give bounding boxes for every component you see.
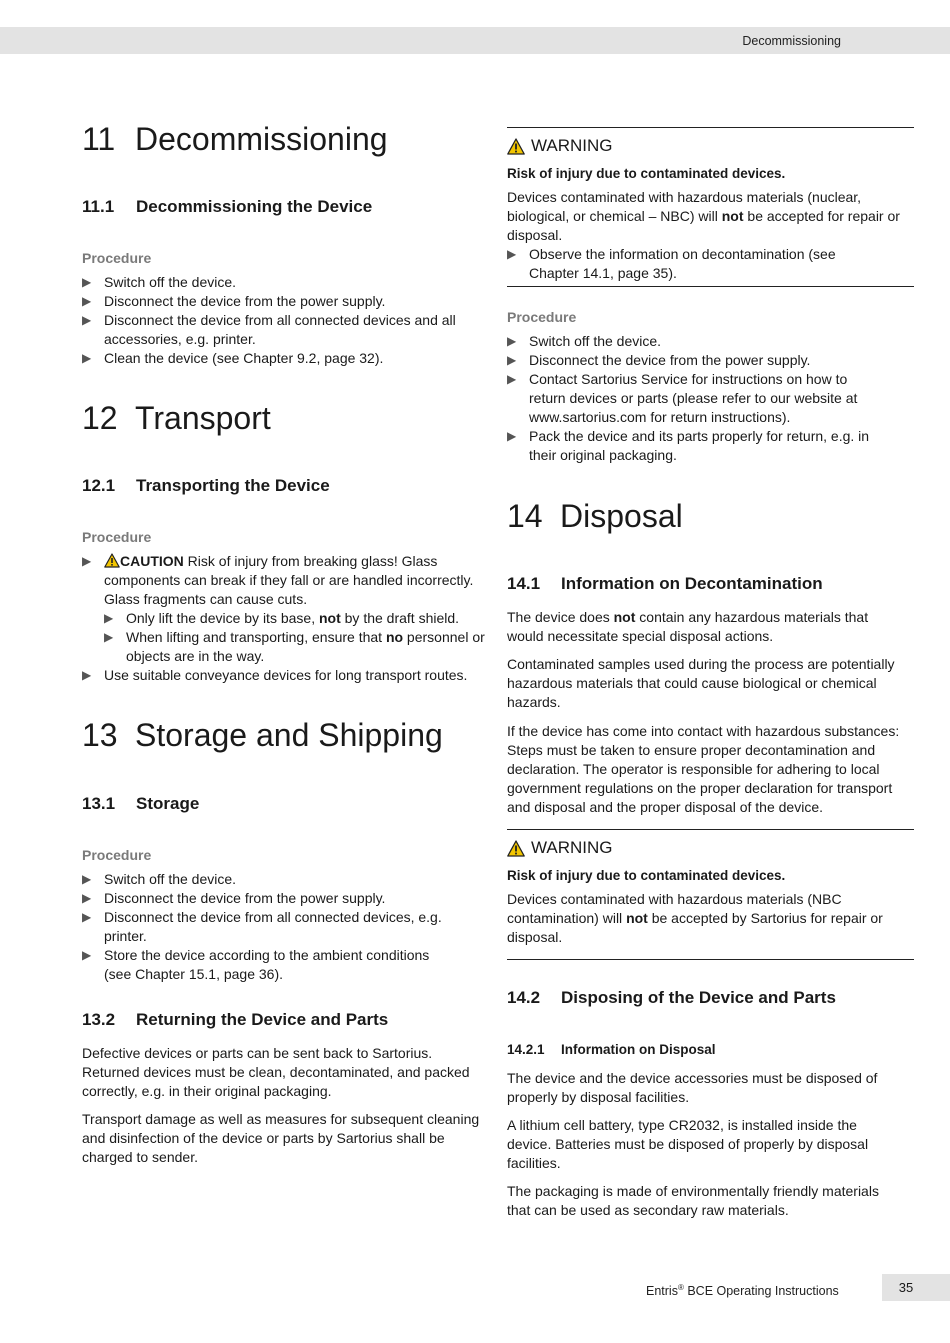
list-item: ▶ CAUTION Risk of injury from breaking glass! Glass components can break if they fall or are handled incorrectly. Glass fragments can cause cuts. ▶ Only lift the device by its base, not by the draft shield. ▶ When lifting and transporting, ensure that no personnel or objects are in the way. — [82, 552, 487, 666]
returning-paragraph-2: Transport damage as well as measures for subsequent cleaning and disinfection of the device or parts by Sartorius shall be charged to sender. — [82, 1111, 480, 1165]
warning-triangle-icon — [507, 138, 525, 155]
chapter-14-heading: 14 Disposal — [507, 498, 683, 534]
disposal-paragraph-2: A lithium cell battery, type CR2032, is installed inside the device. Batteries must be disposed of properly by disposal facilities. — [507, 1117, 869, 1171]
chapter-11-heading: 11 Decommissioning — [82, 121, 388, 157]
chapter-12-heading: 12 Transport — [82, 400, 271, 436]
warning-top-rule — [507, 127, 914, 128]
warning-bottom-rule — [507, 286, 914, 287]
return-steps — [507, 332, 887, 465]
list-item: ▶ When lifting and transporting, ensure that no personnel or objects are in the way. — [104, 629, 485, 664]
page-number: 35 — [898, 1280, 914, 1295]
decontamination-paragraph-1: The device does not contain any hazardous materials that would necessitate special disposal actions. — [507, 609, 869, 644]
list-item: ▶ Disconnect the device from the power supply. — [82, 890, 386, 906]
section-13-1-heading: 13.1 Storage — [82, 794, 200, 813]
warning-1-title: WARNING — [507, 135, 613, 157]
returning-paragraph-1: Defective devices or parts can be sent back to Sartorius. Returned devices must be clean, decontaminated, and packed correctly, e.g. in their original packaging. — [82, 1045, 470, 1099]
bullet-arrow-icon: ▶ — [82, 668, 92, 682]
header-bar — [0, 27, 950, 54]
warning-1-action — [507, 245, 877, 283]
warning-2-title: WARNING — [507, 837, 613, 859]
decommission-steps — [82, 273, 487, 368]
caution-substeps — [104, 609, 487, 666]
storage-steps — [82, 870, 452, 984]
decontamination-paragraph-2: Contaminated samples used during the process are potentially hazardous materials that could cause biological or chemical hazards. — [507, 656, 895, 710]
chapter-13-heading: 13 Storage and Shipping — [82, 717, 443, 753]
bullet-arrow-icon: ▶ — [507, 353, 517, 367]
bullet-arrow-icon: ▶ — [82, 872, 92, 886]
transport-steps — [82, 552, 487, 685]
footer-document-title: Entris® BCE Operating Instructions — [646, 1283, 839, 1299]
warning-2-subtitle: Risk of injury due to contaminated devices. — [507, 868, 786, 883]
warning-1-subtitle: Risk of injury due to contaminated devices. — [507, 166, 786, 181]
list-item: ▶ Contact Sartorius Service for instructions on how to return devices or parts (please refer to our website at www.sartorius.com for return instructions). — [507, 371, 858, 425]
procedure-label: Procedure — [507, 309, 577, 325]
bullet-arrow-icon: ▶ — [507, 429, 517, 443]
decontamination-paragraph-3: If the device has come into contact with hazardous substances: Steps must be taken to ensure proper decontamination and declaration. The operator is responsible for adhering to local government regulations on the proper declaration for transport and disposal and the proper disposal of the device. — [507, 723, 900, 815]
list-item: ▶ Disconnect the device from all connected devices and all accessories, e.g. printer. — [82, 312, 456, 347]
list-item: ▶ Disconnect the device from the power supply. — [507, 352, 811, 368]
section-13-2-heading: 13.2 Returning the Device and Parts — [82, 1010, 389, 1029]
bullet-arrow-icon: ▶ — [104, 611, 114, 625]
list-item: ▶ Only lift the device by its base, not by the draft shield. — [104, 610, 460, 626]
procedure-label: Procedure — [82, 847, 152, 863]
bullet-arrow-icon: ▶ — [82, 554, 92, 568]
list-item: ▶ Switch off the device. — [82, 871, 237, 887]
bullet-arrow-icon: ▶ — [507, 372, 517, 386]
procedure-label: Procedure — [82, 250, 152, 266]
bullet-arrow-icon: ▶ — [82, 891, 92, 905]
list-item: ▶ Observe the information on decontamination (see Chapter 14.1, page 35). — [507, 246, 836, 281]
list-item: ▶ Pack the device and its parts properly for return, e.g. in their original packaging. — [507, 428, 870, 463]
bullet-arrow-icon: ▶ — [82, 948, 92, 962]
page-number-box — [882, 1274, 950, 1301]
section-14-2-1-heading: 14.2.1 Information on Disposal — [507, 1042, 716, 1057]
list-item: ▶ Store the device according to the ambient conditions (see Chapter 15.1, page 36). — [82, 947, 430, 982]
section-12-1-heading: 12.1 Transporting the Device — [82, 476, 330, 495]
bullet-arrow-icon: ▶ — [104, 630, 114, 644]
section-11-1-heading: 11.1 Decommissioning the Device — [82, 197, 373, 216]
caution-triangle-icon — [104, 553, 120, 568]
list-item: ▶ Use suitable conveyance devices for long transport routes. — [82, 667, 468, 683]
list-item: ▶ Switch off the device. — [82, 274, 237, 290]
warning-top-rule — [507, 829, 914, 830]
list-item: ▶ Disconnect the device from all connected devices, e.g. printer. — [82, 909, 442, 944]
list-item: ▶ Clean the device (see Chapter 9.2, page 32). — [82, 350, 384, 366]
disposal-paragraph-1: The device and the device accessories must be disposed of properly by disposal facilities. — [507, 1070, 878, 1105]
list-item: ▶ Disconnect the device from the power supply. — [82, 293, 386, 309]
running-header: Decommissioning — [742, 34, 841, 48]
warning-1-text: Devices contaminated with hazardous materials (nuclear, biological, or chemical – NBC) will not be accepted for repair or disposal. — [507, 189, 900, 243]
bullet-arrow-icon: ▶ — [82, 275, 92, 289]
section-14-2-heading: 14.2 Disposing of the Device and Parts — [507, 988, 836, 1007]
warning-2-text: Devices contaminated with hazardous materials (NBC contamination) will not be accepted by Sartorius for repair or disposal. — [507, 891, 883, 945]
bullet-arrow-icon: ▶ — [507, 334, 517, 348]
procedure-label: Procedure — [82, 529, 152, 545]
bullet-arrow-icon: ▶ — [82, 313, 92, 327]
warning-triangle-icon — [507, 840, 525, 857]
bullet-arrow-icon: ▶ — [507, 247, 517, 261]
disposal-paragraph-3: The packaging is made of environmentally friendly materials that can be used as secondary raw materials. — [507, 1183, 879, 1218]
bullet-arrow-icon: ▶ — [82, 351, 92, 365]
bullet-arrow-icon: ▶ — [82, 294, 92, 308]
section-14-1-heading: 14.1 Information on Decontamination — [507, 574, 823, 593]
warning-bottom-rule — [507, 959, 914, 960]
bullet-arrow-icon: ▶ — [82, 910, 92, 924]
caution-label: CAUTION — [120, 553, 184, 569]
list-item: ▶ Switch off the device. — [507, 333, 662, 349]
